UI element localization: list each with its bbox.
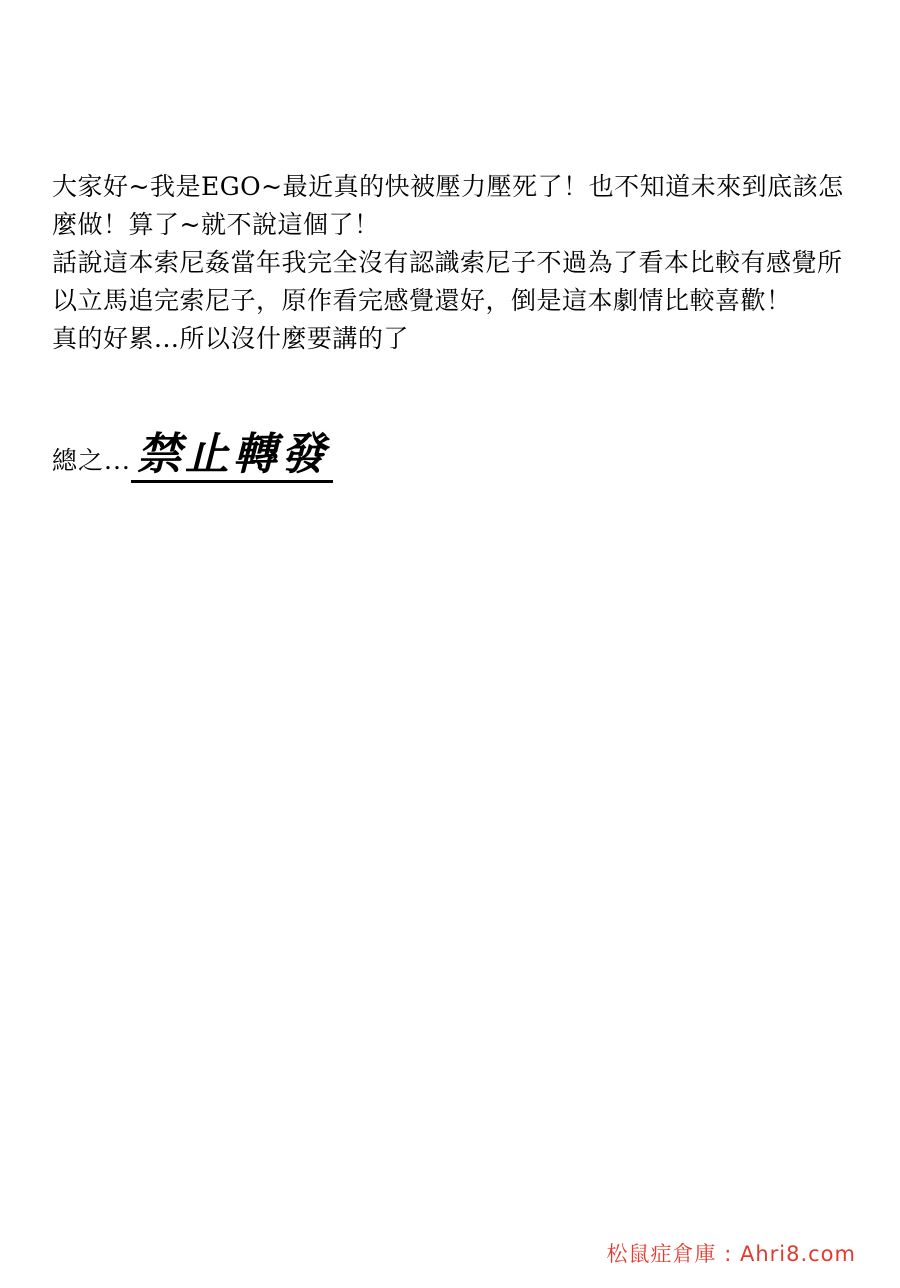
- closing-lead-text: 總之...: [52, 446, 131, 475]
- afterword-paragraph-2: 話說這本索尼姦當年我完全沒有認識索尼子不過為了看本比較有感覺所以立馬追完索尼子，原作看完感覺還好，倒是這本劇情比較喜歡！: [52, 248, 843, 315]
- closing-emphasis-text: 禁止轉發: [131, 432, 333, 483]
- closing-line: [52, 429, 333, 483]
- afterword-text-block: [52, 168, 852, 358]
- site-watermark: 松鼠症倉庫 : Ahri8.com: [606, 1242, 856, 1266]
- afterword-paragraph-3: 真的好累...所以沒什麼要講的了: [52, 324, 409, 353]
- afterword-paragraph-1: 大家好~我是EGO~最近真的快被壓力壓死了！也不知道未來到底該怎麼做！算了~就不說這個了！: [52, 172, 844, 239]
